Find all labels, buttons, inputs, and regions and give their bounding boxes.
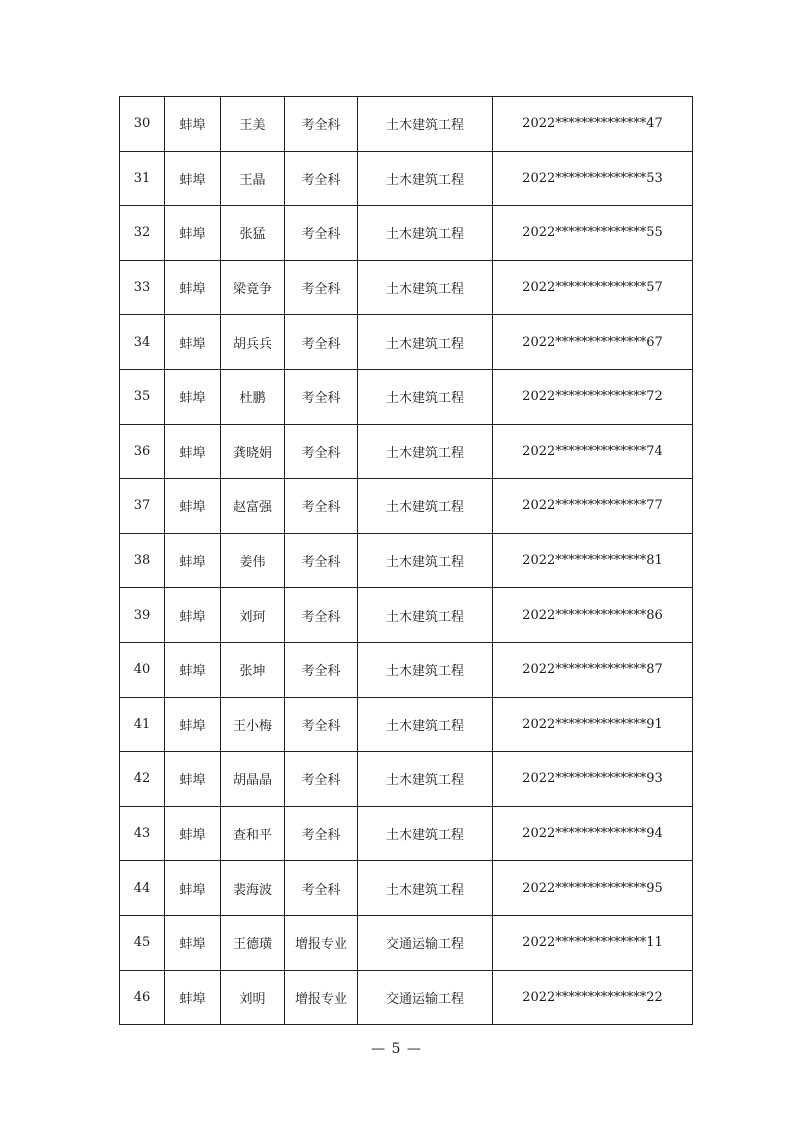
cell-major: 土木建筑工程 [358, 97, 493, 152]
cell-candidate-name: 胡晶晶 [221, 752, 285, 807]
table-row [120, 697, 693, 752]
cell-candidate-name: 龚晓娟 [221, 424, 285, 479]
cell-major: 土木建筑工程 [358, 861, 493, 916]
table-row [120, 970, 693, 1025]
cell-major: 土木建筑工程 [358, 533, 493, 588]
table-row [120, 424, 693, 479]
cell-serial-number: 35 [120, 369, 165, 424]
cell-major: 土木建筑工程 [358, 151, 493, 206]
cell-city: 蚌埠 [165, 424, 221, 479]
cell-serial-number: 41 [120, 697, 165, 752]
cell-candidate-id: 2022**************87 [493, 642, 693, 697]
cell-exam-type: 考全科 [285, 752, 358, 807]
cell-major: 交通运输工程 [358, 970, 493, 1025]
cell-candidate-name: 姜伟 [221, 533, 285, 588]
cell-city: 蚌埠 [165, 642, 221, 697]
page-number: — 5 — [371, 1041, 422, 1057]
table-row [120, 642, 693, 697]
cell-exam-type: 考全科 [285, 588, 358, 643]
cell-major: 交通运输工程 [358, 915, 493, 970]
cell-major: 土木建筑工程 [358, 260, 493, 315]
cell-city: 蚌埠 [165, 315, 221, 370]
table-row [120, 533, 693, 588]
cell-city: 蚌埠 [165, 915, 221, 970]
cell-city: 蚌埠 [165, 97, 221, 152]
cell-city: 蚌埠 [165, 206, 221, 261]
cell-exam-type: 考全科 [285, 151, 358, 206]
cell-candidate-id: 2022**************67 [493, 315, 693, 370]
cell-serial-number: 43 [120, 806, 165, 861]
cell-city: 蚌埠 [165, 697, 221, 752]
cell-candidate-name: 王小梅 [221, 697, 285, 752]
table-row [120, 206, 693, 261]
cell-candidate-name: 王晶 [221, 151, 285, 206]
cell-exam-type: 增报专业 [285, 915, 358, 970]
cell-city: 蚌埠 [165, 588, 221, 643]
cell-serial-number: 37 [120, 479, 165, 534]
cell-major: 土木建筑工程 [358, 752, 493, 807]
cell-major: 土木建筑工程 [358, 642, 493, 697]
cell-candidate-name: 赵富强 [221, 479, 285, 534]
cell-serial-number: 42 [120, 752, 165, 807]
cell-candidate-name: 胡兵兵 [221, 315, 285, 370]
cell-serial-number: 44 [120, 861, 165, 916]
cell-city: 蚌埠 [165, 806, 221, 861]
cell-exam-type: 考全科 [285, 315, 358, 370]
cell-exam-type: 考全科 [285, 97, 358, 152]
cell-major: 土木建筑工程 [358, 697, 493, 752]
cell-serial-number: 34 [120, 315, 165, 370]
cell-candidate-id: 2022**************72 [493, 369, 693, 424]
cell-major: 土木建筑工程 [358, 806, 493, 861]
cell-serial-number: 30 [120, 97, 165, 152]
cell-city: 蚌埠 [165, 752, 221, 807]
cell-exam-type: 考全科 [285, 369, 358, 424]
cell-exam-type: 考全科 [285, 479, 358, 534]
cell-exam-type: 考全科 [285, 533, 358, 588]
cell-exam-type: 考全科 [285, 206, 358, 261]
table-row [120, 806, 693, 861]
cell-city: 蚌埠 [165, 533, 221, 588]
cell-exam-type: 考全科 [285, 697, 358, 752]
table-row [120, 588, 693, 643]
table-row [120, 752, 693, 807]
cell-serial-number: 40 [120, 642, 165, 697]
cell-exam-type: 考全科 [285, 260, 358, 315]
cell-candidate-name: 张猛 [221, 206, 285, 261]
cell-candidate-name: 裴海波 [221, 861, 285, 916]
cell-candidate-id: 2022**************53 [493, 151, 693, 206]
table-row [120, 151, 693, 206]
cell-candidate-name: 梁竟争 [221, 260, 285, 315]
cell-candidate-id: 2022**************11 [493, 915, 693, 970]
cell-exam-type: 考全科 [285, 806, 358, 861]
cell-candidate-id: 2022**************95 [493, 861, 693, 916]
cell-serial-number: 32 [120, 206, 165, 261]
table-row [120, 915, 693, 970]
cell-exam-type: 考全科 [285, 424, 358, 479]
cell-city: 蚌埠 [165, 479, 221, 534]
cell-major: 土木建筑工程 [358, 315, 493, 370]
cell-candidate-id: 2022**************55 [493, 206, 693, 261]
cell-candidate-id: 2022**************86 [493, 588, 693, 643]
cell-candidate-id: 2022**************94 [493, 806, 693, 861]
cell-candidate-name: 查和平 [221, 806, 285, 861]
cell-major: 土木建筑工程 [358, 424, 493, 479]
cell-candidate-name: 刘珂 [221, 588, 285, 643]
table-row [120, 861, 693, 916]
cell-serial-number: 36 [120, 424, 165, 479]
cell-major: 土木建筑工程 [358, 206, 493, 261]
cell-serial-number: 39 [120, 588, 165, 643]
cell-candidate-id: 2022**************93 [493, 752, 693, 807]
cell-candidate-id: 2022**************47 [493, 97, 693, 152]
cell-candidate-name: 王德璜 [221, 915, 285, 970]
table-row [120, 97, 693, 152]
cell-major: 土木建筑工程 [358, 588, 493, 643]
table-row [120, 369, 693, 424]
cell-serial-number: 46 [120, 970, 165, 1025]
cell-exam-type: 增报专业 [285, 970, 358, 1025]
cell-major: 土木建筑工程 [358, 369, 493, 424]
roster-table [119, 96, 693, 1025]
cell-city: 蚌埠 [165, 151, 221, 206]
cell-candidate-name: 张坤 [221, 642, 285, 697]
cell-candidate-id: 2022**************91 [493, 697, 693, 752]
cell-candidate-id: 2022**************77 [493, 479, 693, 534]
table-row [120, 315, 693, 370]
cell-city: 蚌埠 [165, 861, 221, 916]
cell-exam-type: 考全科 [285, 642, 358, 697]
cell-serial-number: 33 [120, 260, 165, 315]
table-row [120, 260, 693, 315]
cell-candidate-id: 2022**************81 [493, 533, 693, 588]
cell-serial-number: 31 [120, 151, 165, 206]
cell-candidate-name: 王美 [221, 97, 285, 152]
cell-city: 蚌埠 [165, 260, 221, 315]
cell-exam-type: 考全科 [285, 861, 358, 916]
cell-serial-number: 45 [120, 915, 165, 970]
cell-candidate-id: 2022**************74 [493, 424, 693, 479]
cell-serial-number: 38 [120, 533, 165, 588]
cell-major: 土木建筑工程 [358, 479, 493, 534]
cell-candidate-name: 杜鹏 [221, 369, 285, 424]
roster-table-body [120, 97, 693, 1025]
cell-city: 蚌埠 [165, 369, 221, 424]
table-row [120, 479, 693, 534]
cell-city: 蚌埠 [165, 970, 221, 1025]
cell-candidate-id: 2022**************57 [493, 260, 693, 315]
cell-candidate-id: 2022**************22 [493, 970, 693, 1025]
cell-candidate-name: 刘明 [221, 970, 285, 1025]
